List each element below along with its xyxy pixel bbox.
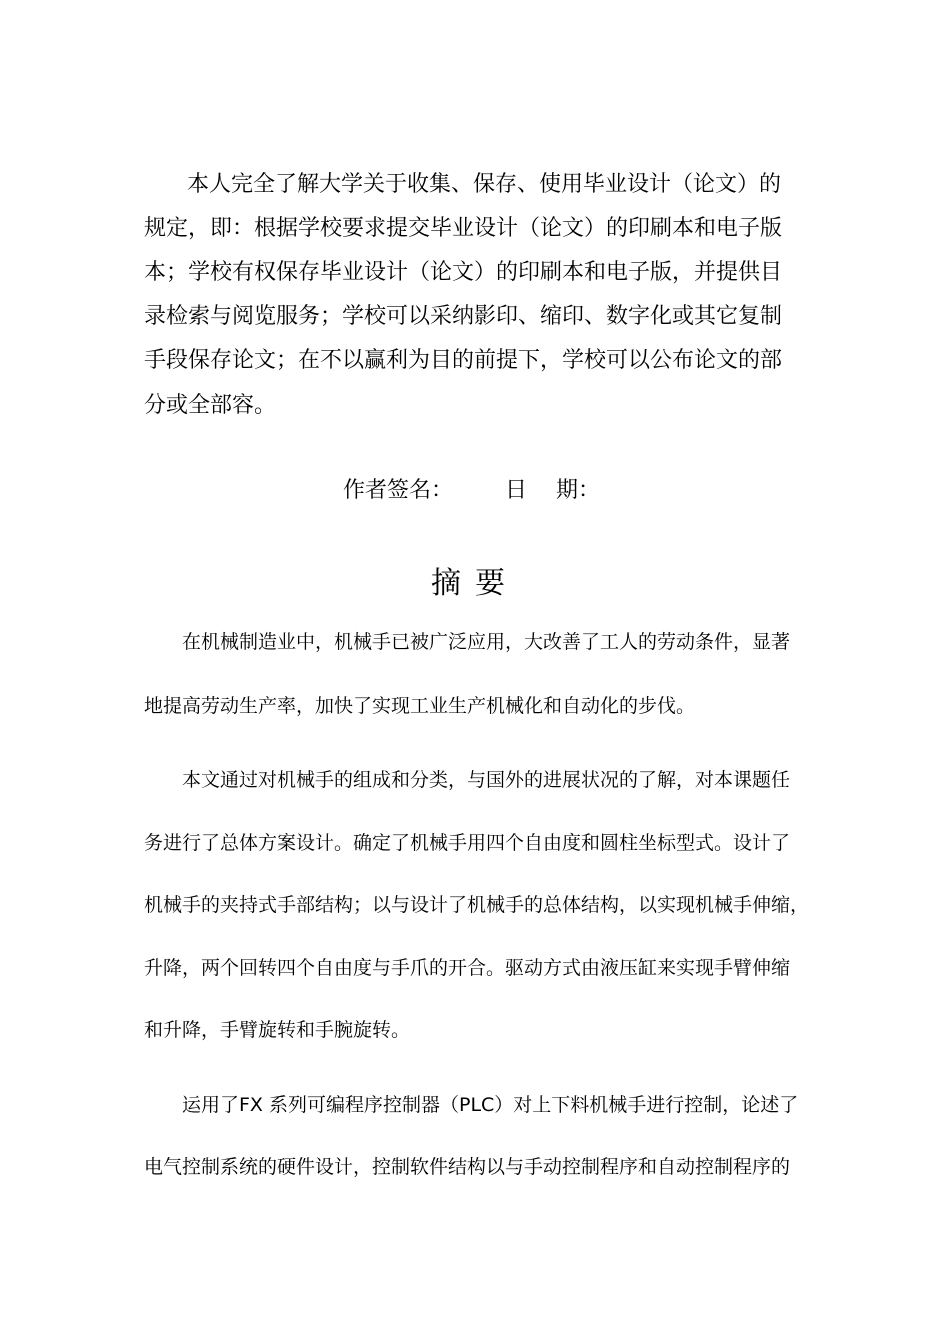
declaration-line-1: 本人完全了解大学关于收集、保存、使用毕业设计（论文）的 [187, 172, 782, 197]
abstract-line-8: 运用了FX 系列可编程序控制器（PLC）对上下料机械手进行控制，论述了 [182, 1094, 799, 1116]
abstract-line-1: 在机械制造业中，机械手已被广泛应用，大改善了工人的劳动条件，显著 [182, 631, 791, 653]
date-label: 日 期： [505, 478, 600, 503]
declaration-line-5: 手段保存论文；在不以赢利为目的前提下，学校可以公布论文的部 [144, 348, 783, 373]
abstract-line-3: 本文通过对机械手的组成和分类，与国外的进展状况的了解，对本课题任 [182, 769, 791, 791]
abstract-line-7: 和升降，手臂旋转和手腕旋转。 [144, 1019, 411, 1041]
declaration-line-6: 分或全部容。 [144, 393, 277, 418]
abstract-line-5: 机械手的夹持式手部结构；以与设计了机械手的总体结构，以实现机械手伸缩， [144, 894, 810, 916]
abstract-line-2: 地提高劳动生产率，加快了实现工业生产机械化和自动化的步伐。 [144, 695, 696, 717]
abstract-line-9: 电气控制系统的硬件设计，控制软件结构以与手动控制程序和自动控制程序的 [144, 1156, 791, 1178]
declaration-line-3: 本；学校有权保存毕业设计（论文）的印刷本和电子版，并提供目 [144, 260, 783, 285]
abstract-line-6: 升降，两个回转四个自由度与手爪的开合。驱动方式由液压缸来实现手臂伸缩 [144, 957, 791, 979]
abstract-line-4: 务进行了总体方案设计。确定了机械手用四个自由度和圆柱坐标型式。设计了 [144, 832, 791, 854]
declaration-line-2: 规定，即：根据学校要求提交毕业设计（论文）的印刷本和电子版 [144, 216, 783, 241]
declaration-line-4: 录检索与阅览服务；学校可以采纳影印、缩印、数字化或其它复制 [144, 304, 783, 329]
abstract-title: 摘要 [431, 566, 519, 601]
author-signature-label: 作者签名： [343, 478, 454, 503]
